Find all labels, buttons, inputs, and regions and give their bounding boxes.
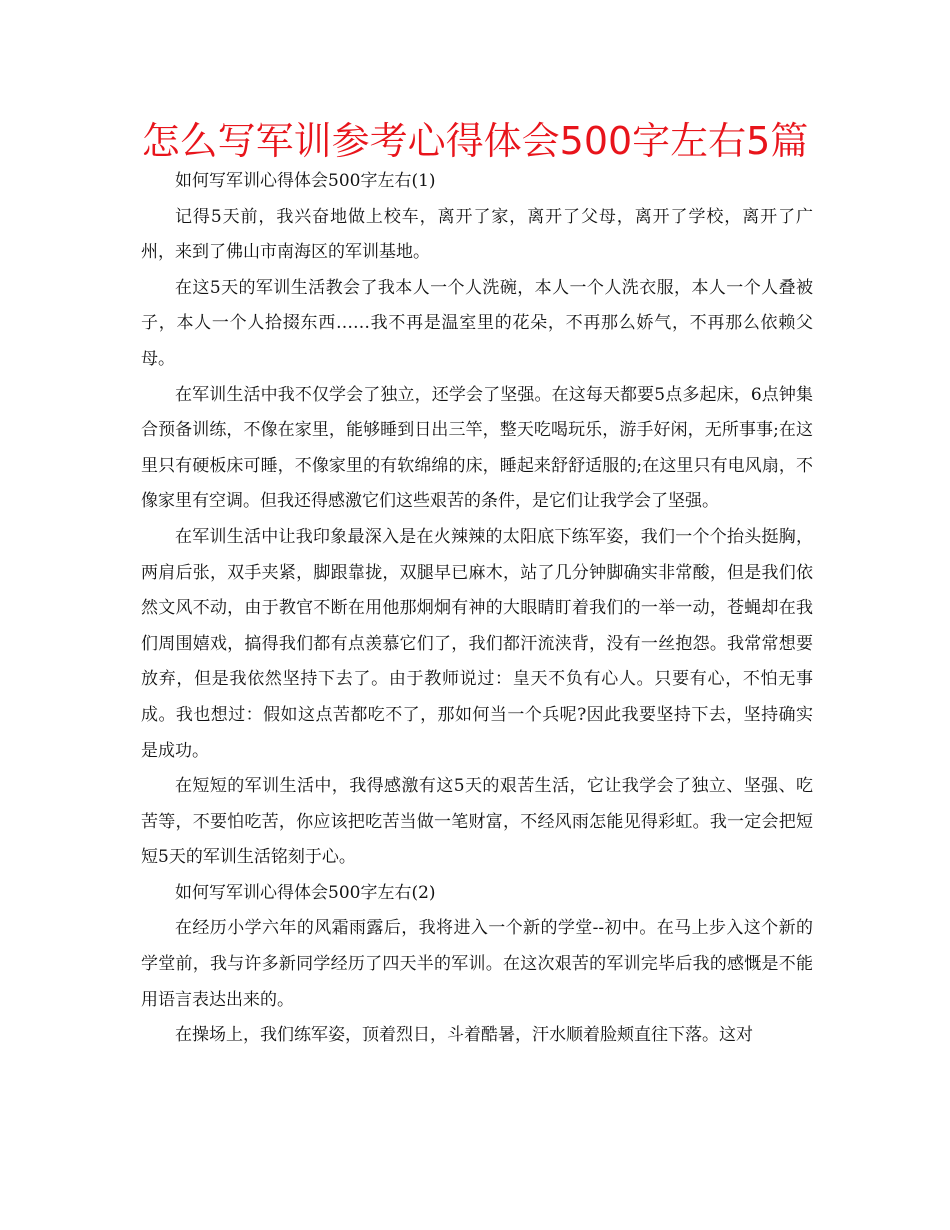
paragraph: 在军训生活中我不仅学会了独立，还学会了坚强。在这每天都要5点多起床，6点钟集合预备训练，不像在家里，能够睡到日出三竿，整天吃喝玩乐，游手好闲，无所事事;在这里只有硬板床可睡，不像家里的有软绵绵的床，睡起来舒舒适服的;在这里只有电风扇，不像家里有空调。但我还得感激它们这些艰苦的条件，是它们让我学会了坚强。 <box>141 384 813 512</box>
document-body <box>141 164 813 1054</box>
document-title: 怎么写军训参考心得体会500字左右5篇 <box>141 119 809 163</box>
section-heading-2: 如何写军训心得体会500字左右(2) <box>175 882 436 903</box>
paragraph: 在操场上，我们练军姿，顶着烈日，斗着酷暑，汗水顺着脸颊直往下落。这对 <box>175 1025 753 1046</box>
section-heading-1: 如何写军训心得体会500字左右(1) <box>175 171 436 191</box>
paragraph: 在短短的军训生活中，我得感激有这5天的艰苦生活，它让我学会了独立、坚强、吃苦等，不要怕吃苦，你应该把吃苦当做一笔财富，不经风雨怎能见得彩虹。我一定会把短短5天的军训生活铭刻于心。 <box>141 776 813 868</box>
paragraph: 在军训生活中让我印象最深入是在火辣辣的太阳底下练军姿，我们一个个抬头挺胸，两肩后张，双手夹紧，脚跟靠拢，双腿早已麻木，站了几分钟脚确实非常酸，但是我们依然文风不动，由于教官不断在用他那炯炯有神的大眼睛盯着我们的一举一动，苍蝇却在我们周围嬉戏，搞得我们都有点羡慕它们了，我们都汗流浃背，没有一丝抱怨。我常常想要放弃，但是我依然坚持下去了。由于教师说过：皇天不负有心人。只要有心，不怕无事成。我也想过：假如这点苦都吃不了，那如何当一个兵呢?因此我要坚持下去，坚持确实是成功。 <box>141 526 813 761</box>
paragraph: 在这5天的军训生活教会了我本人一个人洗碗，本人一个人洗衣服，本人一个人叠被子，本人一个人拾掇东西……我不再是温室里的花朵，不再那么娇气，不再那么依赖父母。 <box>141 277 813 369</box>
paragraph: 记得5天前，我兴奋地做上校车，离开了家，离开了父母，离开了学校，离开了广州，来到了佛山市南海区的军训基地。 <box>141 206 813 263</box>
paragraph: 在经历小学六年的风霜雨露后，我将进入一个新的学堂--初中。在马上步入这个新的学堂前，我与许多新同学经历了四天半的军训。在这次艰苦的军训完毕后我的感慨是不能用语言表达出来的。 <box>141 918 813 1010</box>
